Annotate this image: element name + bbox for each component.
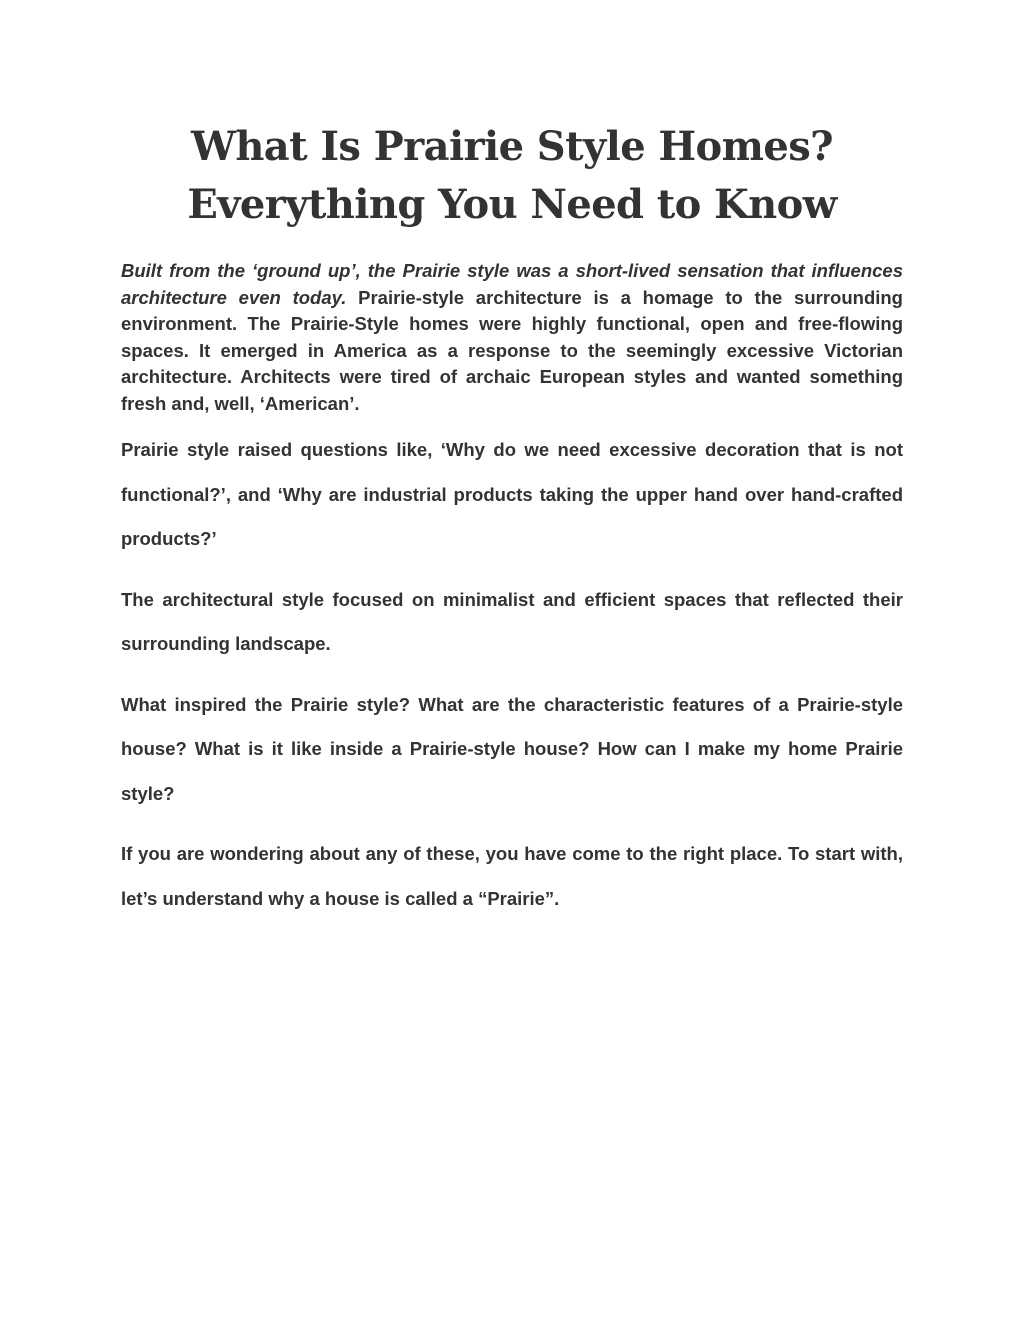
intro-body: Prairie-style architecture is a homage to the surrounding environment. The Prairie-Style homes were highly functional, open and free-flowing spaces. It emerged in America as a response to the seemingly excessive Victorian architecture. Architects were tired of archaic European styles and wanted something fresh and, well, ‘American’.: [121, 286, 903, 414]
paragraph-conclusion: If you are wondering about any of these, you have come to the right place. To start with, let’s understand why a house is called a “Prairie”.: [121, 843, 903, 909]
page-title: [81, 118, 943, 234]
title-line-1: What Is Prairie Style Homes?: [191, 123, 833, 170]
intro-lead-italic: Built from the ‘ground up’, the Prairie style was a short-lived sensation that influences architecture even today.: [121, 260, 903, 308]
paragraph-focus: The architectural style focused on minimalist and efficient spaces that reflected their surrounding landscape.: [121, 588, 903, 654]
title-line-2: Everything You Need to Know: [187, 181, 837, 228]
paragraph-inspiration: What inspired the Prairie style? What are the characteristic features of a Prairie-style house? What is it like inside a Prairie-style house? How can I make my home Prairie style?: [121, 693, 903, 804]
intro-paragraph: [121, 258, 903, 417]
paragraph-questions: Prairie style raised questions like, ‘Why do we need excessive decoration that is not functional?’, and ‘Why are industrial products taking the upper hand over hand-crafted products?’: [121, 439, 903, 549]
document-page: [121, 118, 903, 921]
